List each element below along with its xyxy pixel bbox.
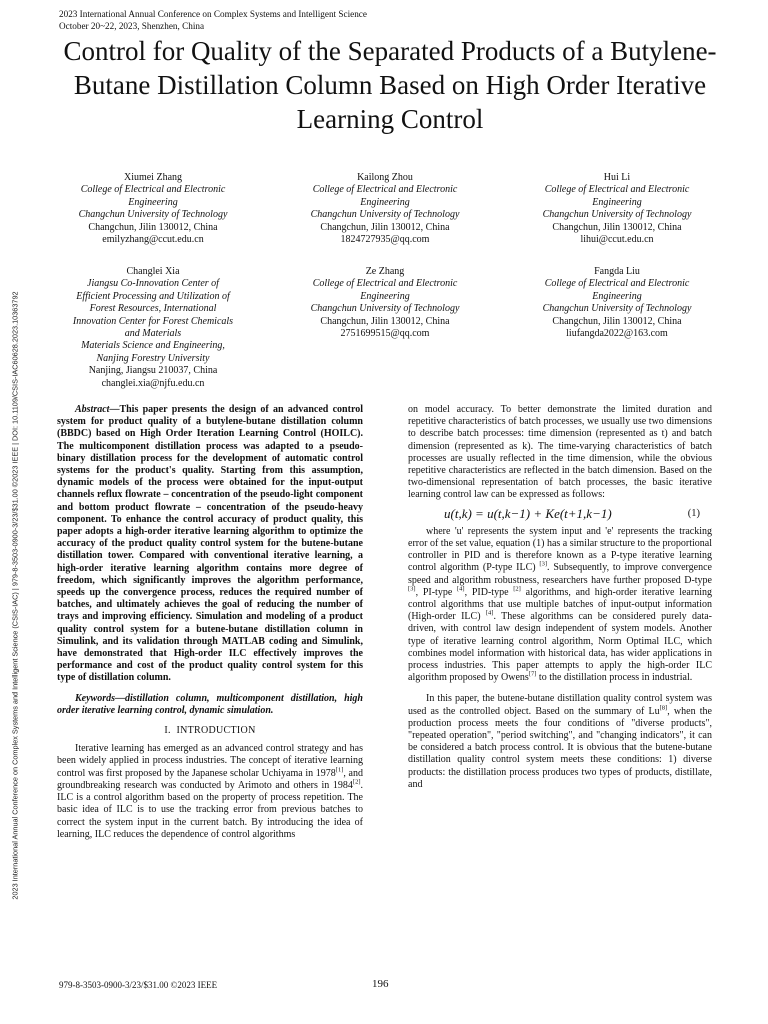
text-run: In this paper, the butene-butane distillation quality control system was used as the controlled object. Based on the summary of Lu	[408, 693, 712, 717]
citation: [1]	[335, 766, 344, 774]
conference-header	[59, 8, 367, 32]
author-block	[280, 266, 490, 340]
author-affiliation: College of Electrical and Electronic	[312, 278, 458, 290]
author-affiliation: College of Electrical and Electronic	[544, 184, 690, 196]
author-affiliation: Efficient Processing and Utilization of	[76, 290, 230, 302]
text-run: , PI-type	[415, 586, 458, 598]
author-name: Hui Li	[603, 172, 631, 183]
keywords: Keywords—distillation column, multicomponent distillation, high order iterative learning control, dynamic simulation.	[57, 692, 363, 716]
intro-paragraph	[57, 743, 363, 841]
text-run: algorithms, and high-order iterative learning control algorithms that use multiple batches of input-output information (High-order ILC)	[408, 586, 712, 623]
page-number: 196	[372, 978, 389, 990]
author-address: Changchun, Jilin 130012, China	[88, 221, 218, 233]
citation: [4]	[485, 609, 494, 617]
author-affiliation: Changchun University of Technology	[542, 209, 692, 221]
author-affiliation: Innovation Center for Forest Chemicals	[72, 315, 234, 327]
author-block	[280, 172, 490, 246]
author-address: Nanjing, Jiangsu 210037, China	[88, 365, 218, 377]
author-email: 1824727935@qq.com	[340, 234, 430, 246]
author-address: Changchun, Jilin 130012, China	[552, 221, 682, 233]
text-run: . These algorithms can be considered purely data-driven, with control law design independent of system models. Another type of iterative learning control algorithm, Norm Optimal ILC, which combines model information with historical data, has wider applications in process industries. This paper attempts to apply the high-order ILC algorithm proposed by Owens	[408, 611, 712, 684]
author-block	[48, 172, 258, 246]
citation: [4]	[457, 585, 465, 593]
author-affiliation: Changchun University of Technology	[78, 209, 228, 221]
author-address: Changchun, Jilin 130012, China	[320, 221, 450, 233]
author-name: Kailong Zhou	[357, 172, 413, 183]
footer-isbn: 979-8-3503-0900-3/23/$31.00 ©2023 IEEE	[59, 980, 218, 990]
author-block	[512, 172, 722, 246]
author-email: 2751699515@qq.com	[340, 328, 430, 340]
author-name: Fangda Liu	[594, 266, 640, 277]
text-run: . Subsequently, to improve convergence speed and algorithm robustness, researchers have further proposed D-type	[408, 562, 712, 586]
body-paragraph	[408, 693, 712, 791]
author-block	[512, 266, 722, 340]
text-run: , and groundbreaking research was conducted by Arimoto and others in 1984	[57, 767, 363, 791]
citation: [2]	[513, 585, 521, 593]
author-affiliation: Changchun University of Technology	[310, 303, 460, 315]
author-affiliation: College of Electrical and Electronic	[544, 278, 690, 290]
author-affiliation: College of Electrical and Electronic	[312, 184, 458, 196]
section-heading	[57, 725, 363, 737]
author-affiliation: College of Electrical and Electronic	[80, 184, 226, 196]
author-email: changlei.xia@njfu.edu.cn	[101, 377, 205, 389]
author-email: emilyzhang@ccut.edu.cn	[102, 234, 204, 246]
text-run: where 'u' represents the system input and 'e' represents the tracking error of the set value, equation (1) has a similar structure to the proportional controller in PID and is therefore known as a P-type iterative learning control algorithm (P-type ILC)	[408, 525, 712, 574]
left-column	[57, 404, 363, 841]
conference-date-location: October 20~22, 2023, Shenzhen, China	[59, 21, 205, 31]
equation-number: (1)	[687, 507, 700, 519]
author-affiliation: Changchun University of Technology	[310, 209, 460, 221]
body-paragraph: on model accuracy. To better demonstrate the limited duration and repetitive characteristics of batch processes, we usually use two dimensions to describe batch processes: time dimension (represented as t) and batch dimension (represented as k). The time-varying characteristics of batch processes are usually reflected in the time dimension, while the obvious repetitive characteristics are reflected in the batch dimension. Based on the two-dimensional representation of batch processes, the basic iterative learning control law can be expressed as follows:	[408, 404, 712, 501]
section-title: INTRODUCTION	[176, 725, 256, 737]
citation: [3]	[539, 561, 547, 569]
text-run: Iterative learning has emerged as an advanced control strategy and has been widely applied in process industries. The concept of iterative learning control was first proposed by the Japanese scholar Uchiyama in 1978	[57, 743, 363, 779]
author-affiliation: Changchun University of Technology	[542, 303, 692, 315]
body-paragraph	[408, 526, 712, 685]
paper-title: Control for Quality of the Separated Products of a Butylene-Butane Distillation Column Based on High Order Iterative Learning Control	[63, 36, 717, 134]
author-affiliation: and Materials	[124, 328, 182, 340]
equation: u(t,k) = u(t,k−1) + Ke(t+1,k−1)	[444, 505, 612, 521]
author-affiliation: Engineering	[360, 290, 410, 302]
doi-sidebar-text: 2023 International Annual Conference on Complex Systems and Intelligent Science (CSIS-IAC) | 979-8-3503-0900-3/23/$31.00 ©2023 IEEE | DOI: 10.1109/CSIS-IAC60628.2023.10363792	[10, 290, 20, 900]
author-affiliation: Jiangsu Co-Innovation Center of	[87, 278, 219, 290]
author-affiliation: Engineering	[360, 196, 410, 208]
author-email: lihui@ccut.edu.cn	[580, 234, 654, 246]
right-column	[408, 404, 712, 791]
author-name: Ze Zhang	[365, 266, 405, 277]
author-affiliation: Nanjing Forestry University	[96, 352, 210, 364]
citation: [8]	[659, 704, 668, 712]
text-run: , when the production process meets the four conditions of "diverse products", "repeated operation", "period switching", and "changing indicators", it can be considered a batch process control. It is obvious that the butene-butane distillation quality control system meets these conditions: 1) diverse products: the distillation process produces two types of products, distillate, and	[408, 705, 712, 790]
author-affiliation: Engineering	[128, 196, 178, 208]
author-affiliation: Engineering	[592, 290, 642, 302]
conference-name: 2023 International Annual Conference on Complex Systems and Intelligent Science	[59, 9, 367, 19]
author-affiliation: Engineering	[592, 196, 642, 208]
citation: [7]	[528, 670, 537, 678]
citation: [3]	[408, 585, 416, 593]
section-numeral: I.	[164, 725, 171, 737]
text-run: , PID-type	[464, 586, 514, 598]
doi-sidebar	[3, 200, 27, 990]
citation: [2]	[352, 778, 361, 786]
text-run: . ILC is a control algorithm based on the property of process repetition. The basic idea of ILC is to use the tracking error from previous batches to correct the system input in the current batch. By introducing the idea of learning, ILC reduces the dependence of control algorithms	[57, 779, 363, 840]
author-affiliation: Materials Science and Engineering,	[81, 340, 225, 352]
author-block	[48, 266, 258, 390]
text-run: to the distillation process in industrial.	[536, 672, 693, 684]
abstract	[57, 404, 363, 685]
author-address: Changchun, Jilin 130012, China	[552, 315, 682, 327]
author-name: Changlei Xia	[126, 266, 180, 277]
author-address: Changchun, Jilin 130012, China	[320, 315, 450, 327]
equation-block	[408, 505, 712, 521]
author-affiliation: Forest Resources, International	[89, 303, 217, 315]
author-email: liufangda2022@163.com	[566, 328, 668, 340]
author-name: Xiumei Zhang	[123, 172, 183, 183]
abstract-text: —This paper presents the design of an advanced control system for product quality of a butylene-butane distillation column (BBDC) based on High Order Iteration Learning Control (HOILC). The multicomponent distillation process was adapted to a pseudo-binary distillation process for the development of automatic control systems for the product's quality. Starting from this assumption, dynamic models of the process were obtained for the input-output channels reflux flowrate – concentration of the pseudo-light component and bottom product flowrate – concentration of the pseudo-heavy component. To enhance the control accuracy of product quality, this paper adopts a high-order iterative learning algorithm to optimize the accuracy of the product quality control system for the butene-butane distillation tower. Compared with conventional iterative learning, a high-order iterative learning algorithm contains more degree of freedom, which significantly improves the algorithm performance, speeds up the convergence process, reduces the required number of batches, and ultimately achieves the goal of reducing the number of trays and improving efficiency. Simulation and modeling of a product quality control system for a butene-butane distillation column in Simulink, and its validation through MATLAB coding and Simulink, have demonstrated that High-order ILC effectively improves the performance and cost of the product quality control system for this type of distillation column.	[57, 404, 363, 684]
abstract-label: Abstract	[75, 404, 110, 415]
